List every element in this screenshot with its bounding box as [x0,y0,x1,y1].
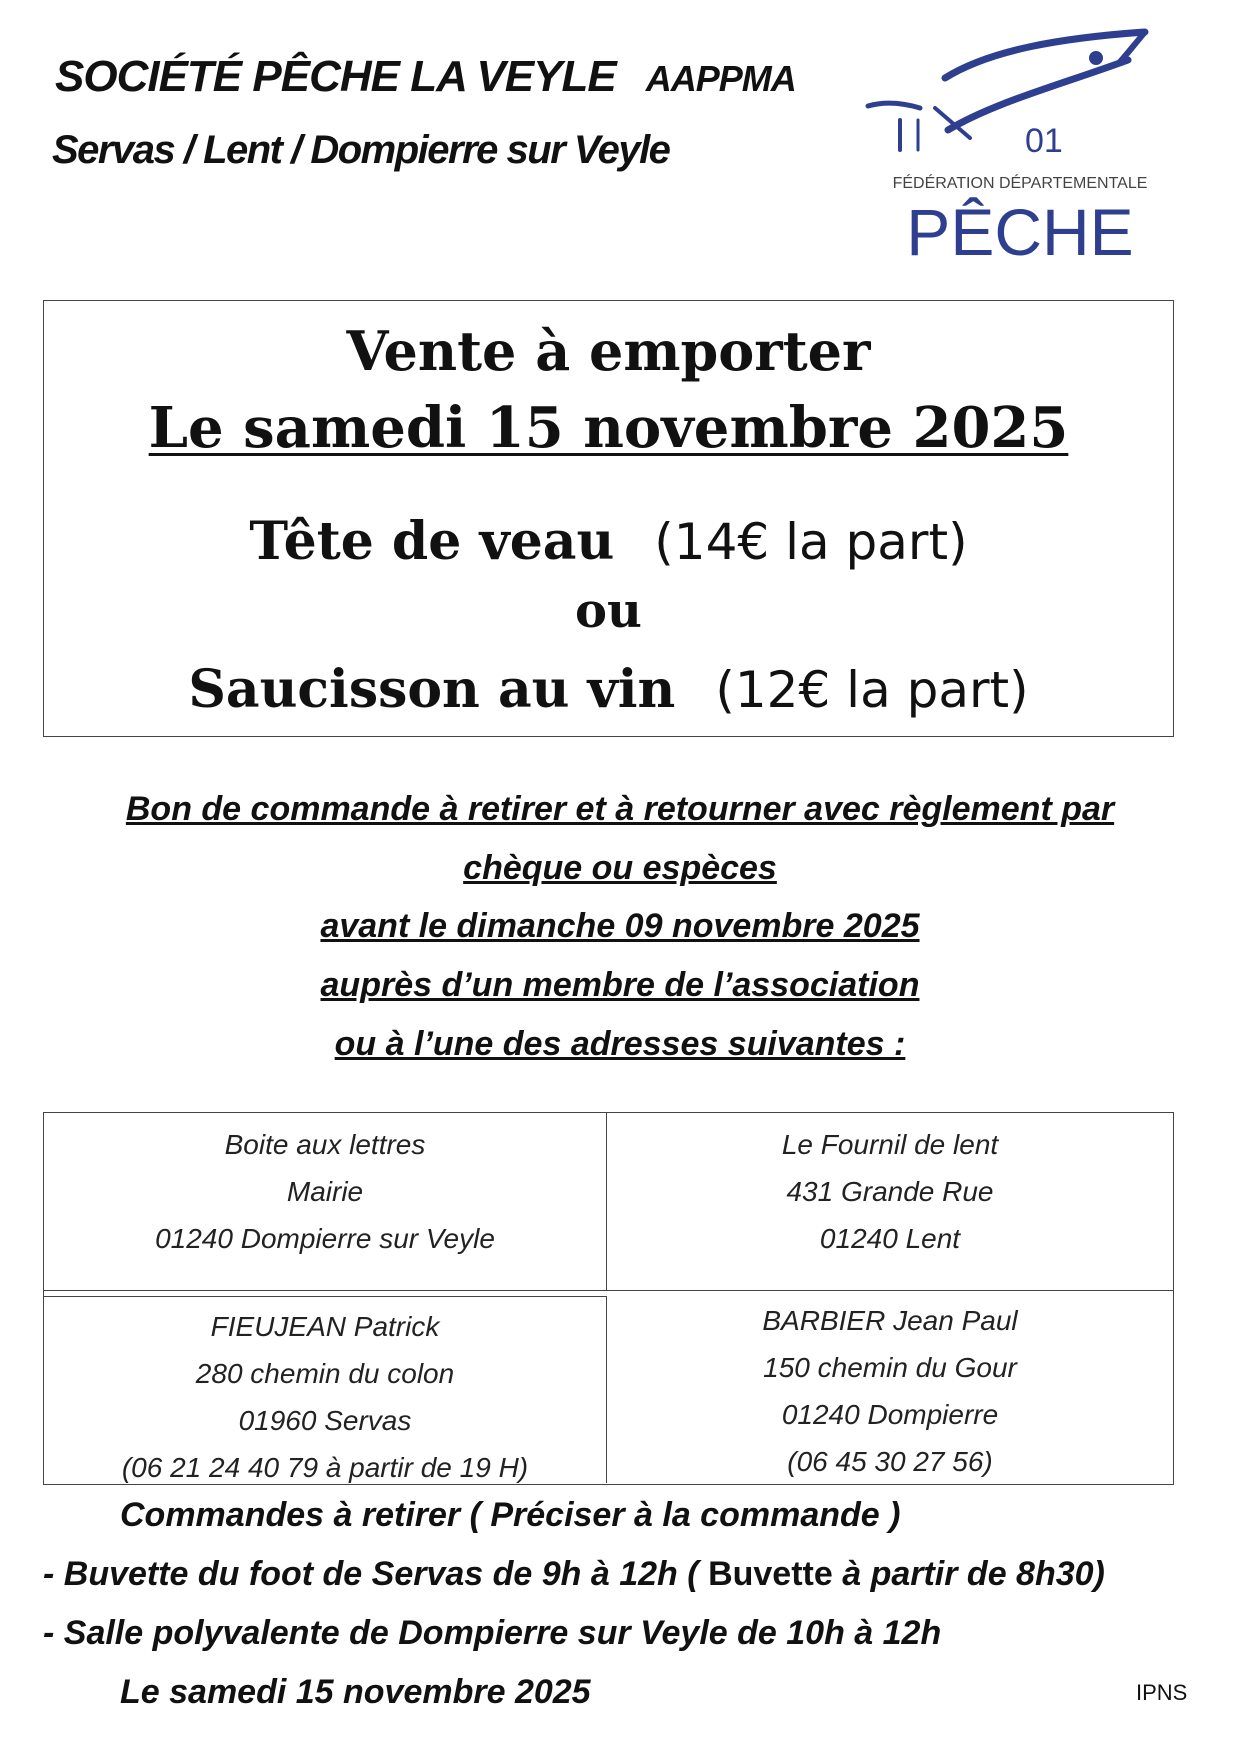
address-line: 150 chemin du Gour [763,1352,1017,1383]
address-line: 01960 Servas [238,1405,412,1436]
fish-bottom-stroke [948,60,1128,130]
sale-date: Le samedi 15 novembre 2025 [148,395,1069,461]
logo-number: 01 [1025,122,1063,160]
address-line: BARBIER Jean Paul [762,1305,1018,1336]
menu-item-1-price: (14€ la part) [654,513,968,571]
ipns-mark: IPNS [1136,1680,1188,1705]
address-cell-fieujean [44,1296,607,1483]
announcement-box [43,300,1174,737]
logo-word: PÊCHE [906,195,1134,260]
address-cell-mairie [44,1113,607,1291]
menu-item-2-name: Saucisson au vin [188,659,676,720]
menu-item-2-price: (12€ la part) [715,661,1029,719]
menu-item-1-name: Tête de veau [249,511,615,572]
pickup-place-1-tail: à partir de 8h30) [832,1555,1105,1593]
fish-tail [868,103,920,108]
address-line: 01240 Dompierre sur Veyle [155,1223,495,1254]
sale-title: Vente à emporter [346,319,871,383]
address-grid [43,1112,1174,1485]
order-info-line-3: avant le dimanche 09 novembre 2025 [320,907,920,945]
organization-title [55,52,796,102]
pickup-place-1-text: - Buvette du foot de Servas de 9h à 12h ( [43,1555,699,1593]
menu-or: ou [575,583,642,639]
federation-logo [860,20,1180,260]
address-phone: (06 45 30 27 56) [787,1446,993,1477]
order-info-line-2: chèque ou espèces [463,849,777,887]
menu-item-1 [44,511,1173,572]
menu-item-2 [44,659,1173,720]
address-line: 01240 Dompierre [781,1399,999,1430]
aappma-tag: AAPPMA [645,58,796,99]
address-line: 431 Grande Rue [786,1176,994,1207]
address-line: Boite aux lettres [224,1129,426,1160]
organization-subtitle: Servas / Lent / Dompierre sur Veyle [52,128,670,172]
address-phone: (06 21 24 40 79 à partir de 19 H) [121,1452,529,1483]
organization-name: SOCIÉTÉ PÊCHE LA VEYLE [55,52,616,101]
address-cell-barbier [607,1291,1173,1483]
logo-federation: FÉDÉRATION DÉPARTEMENTALE [892,175,1148,192]
address-line: FIEUJEAN Patrick [210,1311,440,1342]
address-line: 01240 Lent [819,1223,961,1254]
address-line: 280 chemin du colon [195,1358,455,1389]
pickup-date: Le samedi 15 novembre 2025 [120,1673,591,1711]
order-info-line-4: auprès d’un membre de l’association [320,966,920,1004]
address-cell-fournil [607,1113,1173,1291]
fish-eye [1089,51,1103,65]
pickup-place-1-note: Buvette [708,1555,833,1593]
pickup-place-1 [43,1555,1105,1594]
pickup-heading: Commandes à retirer ( Préciser à la commande ) [120,1496,901,1534]
pickup-place-2: - Salle polyvalente de Dompierre sur Veyle de 10h à 12h [43,1614,942,1652]
order-info-line-5: ou à l’une des adresses suivantes : [334,1025,906,1063]
fish-top-stroke [945,32,1145,78]
address-line: Mairie [286,1176,364,1207]
address-line: Le Fournil de lent [781,1129,999,1160]
order-info-line-1: Bon de commande à retirer et à retourner avec règlement par [125,790,1115,828]
